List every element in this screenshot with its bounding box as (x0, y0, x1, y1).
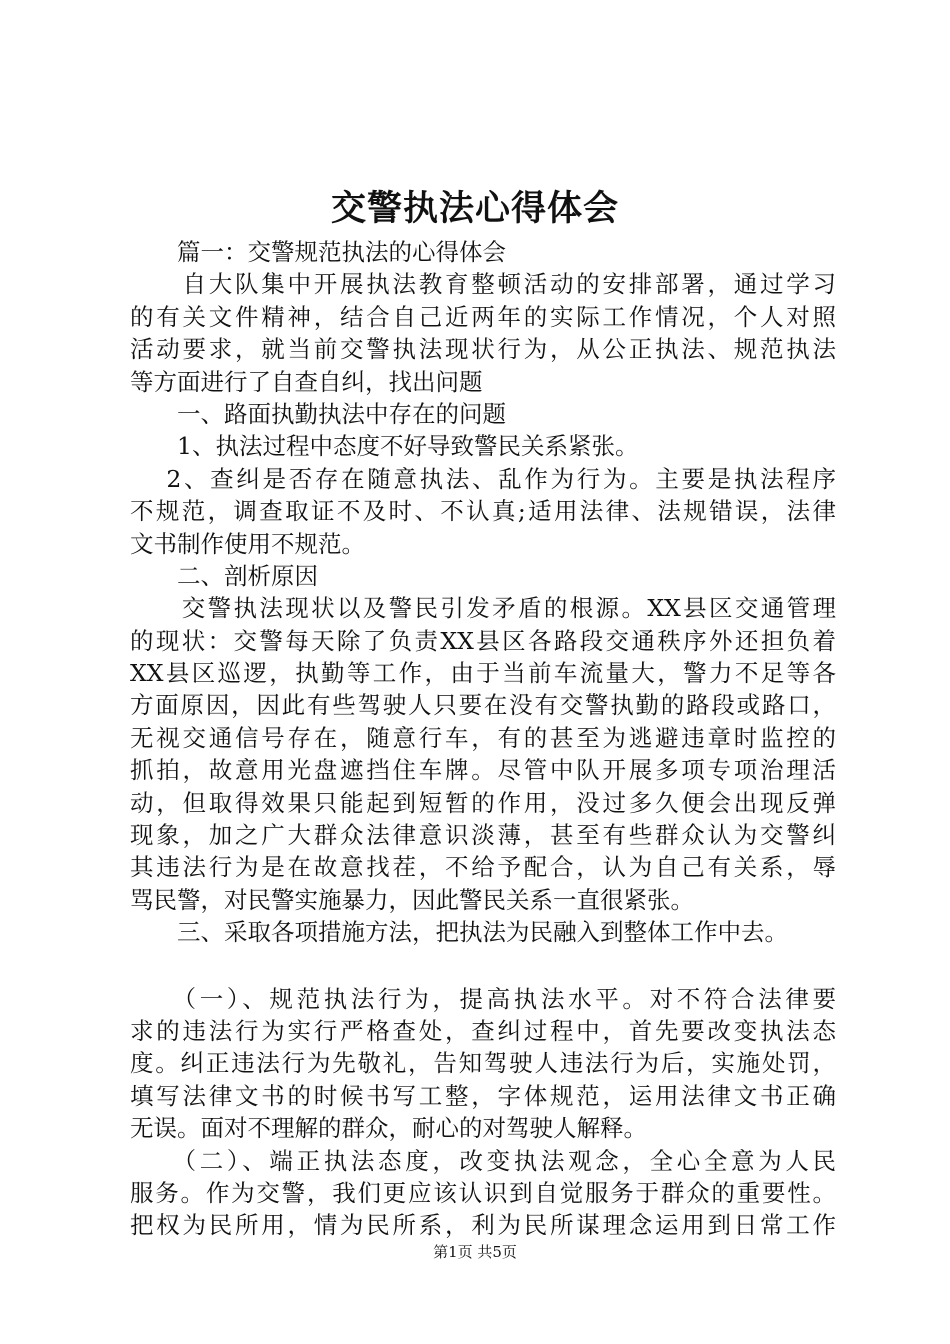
paragraph-line: （二）、端正执法态度，改变执法观念，全心全意为人民 (130, 1146, 836, 1175)
paragraph-line: 骂民警，对民警实施暴力，因此警民关系一直很紧张。 (130, 885, 694, 914)
paragraph-line: 度。纠正违法行为先敬礼，告知驾驶人违法行为后，实施处罚， (130, 1049, 836, 1078)
paragraph-line: 的现状：交警每天除了负责XX县区各路段交通秩序外还担负着 (130, 626, 836, 655)
paragraph-line: 不规范，调查取证不及时、不认真;适用法律、法规错误，法律 (130, 497, 836, 526)
paragraph-line: 方面原因，因此有些驾驶人只要在没有交警执勤的路段或路口， (130, 691, 836, 720)
paragraph-line: （一）、规范执法行为，提高执法水平。对不符合法律要 (130, 984, 836, 1013)
paragraph-line: 一、路面执勤执法中存在的问题 (130, 399, 506, 428)
paragraph-line: XX县区巡逻，执勤等工作，由于当前车流量大，警力不足等各 (130, 659, 836, 688)
paragraph-line: 现象，加之广大群众法律意识淡薄，甚至有些群众认为交警纠 (130, 821, 836, 850)
paragraph-line: 自大队集中开展执法教育整顿活动的安排部署，通过学习 (130, 270, 836, 299)
paragraph-line: 2、查纠是否存在随意执法、乱作为行为。主要是执法程序 (130, 464, 836, 493)
paragraph-line: 篇一：交警规范执法的心得体会 (130, 238, 506, 266)
paragraph-line: 活动要求，就当前交警执法现状行为，从公正执法、规范执法 (130, 335, 836, 364)
page-number-footer: 第1页 共5页 (433, 1243, 517, 1261)
paragraph-line: 把权为民所用，情为民所系，利为民所谋理念运用到日常工作 (130, 1211, 836, 1240)
paragraph-line: 文书制作使用不规范。 (130, 529, 365, 558)
paragraph-line: 服务。作为交警，我们更应该认识到自觉服务于群众的重要性。 (130, 1178, 836, 1207)
paragraph-line: 交警执法现状以及警民引发矛盾的根源。XX县区交通管理 (130, 594, 836, 623)
paragraph-line: 等方面进行了自查自纠，找出问题 (130, 367, 483, 396)
body-section-1 (130, 236, 836, 949)
paragraph-line: 1、执法过程中态度不好导致警民关系紧张。 (130, 432, 639, 461)
paragraph-line: 填写法律文书的时候书写工整，字体规范，运用法律文书正确 (130, 1081, 836, 1110)
paragraph-line: 的有关文件精神，结合自己近两年的实际工作情况，个人对照 (130, 302, 836, 331)
paragraph-line: 动，但取得效果只能起到短暂的作用，没过多久便会出现反弹 (130, 788, 836, 817)
document-title: 交警执法心得体会 (330, 188, 619, 229)
paragraph-line: 无视交通信号存在，随意行车，有的甚至为逃避违章时监控的 (130, 723, 836, 752)
paragraph-line: 求的违法行为实行严格查处，查纠过程中，首先要改变执法态 (130, 1016, 836, 1045)
document-body (130, 236, 836, 1242)
paragraph-line: 抓拍，故意用光盘遮挡住车牌。尽管中队开展多项专项治理活 (130, 756, 836, 785)
paragraph-line: 无误。面对不理解的群众，耐心的对驾驶人解释。 (130, 1114, 647, 1143)
paragraph-line: 三、采取各项措施方法，把执法为民融入到整体工作中去。 (130, 918, 788, 947)
body-section-2 (130, 983, 836, 1242)
paragraph-line: 其违法行为是在故意找茬，不给予配合，认为自己有关系，辱 (130, 853, 836, 882)
paragraph-gap (130, 949, 836, 983)
paragraph-line: 二、剖析原因 (130, 561, 318, 590)
